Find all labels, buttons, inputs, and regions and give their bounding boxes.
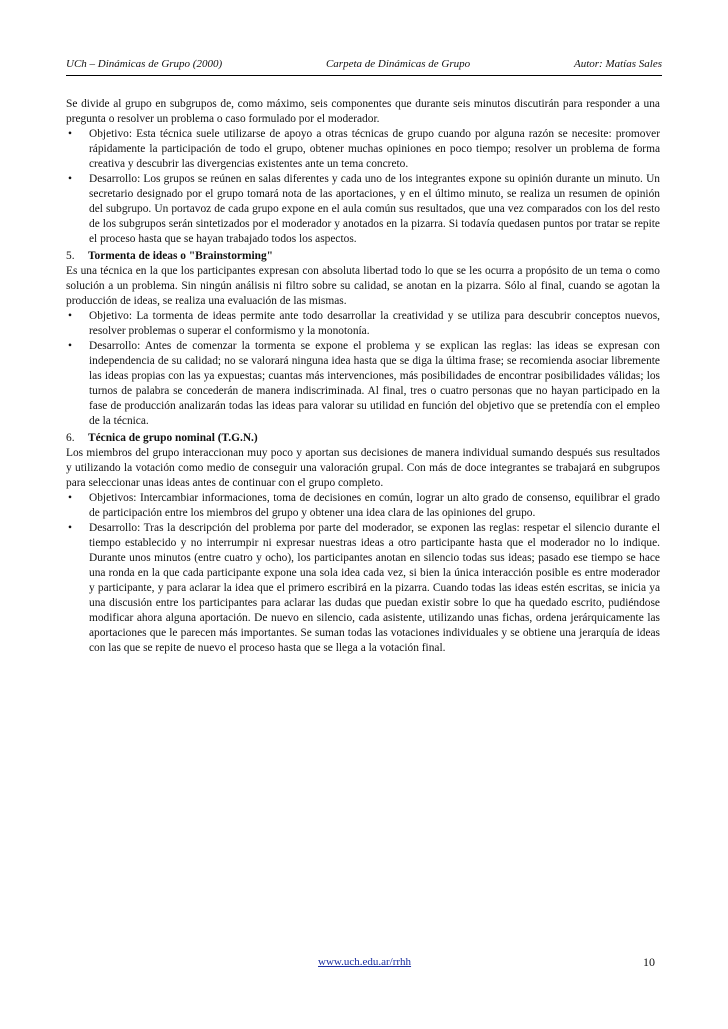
section-5-bullet-list (66, 309, 660, 429)
list-item: • Desarrollo: Tras la descripción del problema por parte del moderador, se exponen las reglas: respetar el silencio durante el tiempo establecido y no interrumpir ni expresar nuestras ideas a otro participante hasta que el moderador no lo indique. Durante unos minutos (entre cuatro y ocho), los participantes anotan en silencio todas sus ideas; pasado ese tiempo se hace una ronda en la que cada participante expone una sola idea cada vez, si bien la única interacción posible es entre moderador y participante, y para aclarar la idea que el primero escribirá en la pizarra. Cuando todas las ideas estén escritas, se inicia ya una discusión entre los participantes para aclarar las dudas que puedan existir sobre lo que ha quedado escrito, pudiéndose modificar ahora alguna aportación. De nuevo en silencio, cada asistente, utilizando unas fichas, ordena jerárquicamente las aportaciones que le parecen más importantes. Se suman todas las votaciones individuales y se obtiene una jerarquía de ideas con las que se repite de nuevo el proceso hasta que se llega a la votación final. (66, 521, 660, 656)
list-item: • Objetivo: La tormenta de ideas permite ante todo desarrollar la creatividad y se utiliza para descubrir conceptos nuevos, resolver problemas o superar el conformismo y la monotonía. (66, 309, 660, 339)
intro-bullet-list (66, 127, 660, 247)
section-title: Técnica de grupo nominal (T.G.N.) (88, 432, 258, 444)
header-left-text: UCh – Dinámicas de Grupo (2000) (66, 58, 223, 70)
footer-website-link[interactable]: www.uch.edu.ar/rrhh (318, 956, 412, 968)
section-title: Tormenta de ideas o "Brainstorming" (88, 250, 273, 262)
list-item: • Desarrollo: Los grupos se reúnen en salas diferentes y cada uno de los integrantes expone su opinión durante un minuto. Un secretario designado por el grupo tomará nota de las aportaciones, y en el último minuto, se realiza un resumen de opinión del subgrupo. Un portavoz de cada grupo expone en el aula común sus resultados, que una vez comparados con los del resto de los subgrupos serán sintetizados por el moderador y anotados en la pizarra. Si todavía quedasen puntos por tratar se repite el proceso hasta que se hayan trabajado todos los aspectos. (66, 172, 660, 247)
list-item: • Desarrollo: Antes de comenzar la tormenta se expone el problema y se explican las reglas: las ideas se expresan con independencia de su calidad; no se valorará ninguna idea hasta que se diga la última frase; se recomienda asociar libremente las ideas propias con las ya expuestas; cuantas más intervenciones, más posibilidades de encontrar posibilidades válidas; los turnos de palabra se concederán de manera indiscriminada. Al final, tres o cuatro personas que no hayan participado en la fase de producción analizarán todas las ideas para valorar su utilidad en función del objetivo que se pretendía con el empleo de la técnica. (66, 339, 660, 429)
list-item: • Objetivos: Intercambiar informaciones, toma de decisiones en común, lograr un alto grado de consenso, equilibrar el grado de participación entre los miembros del grupo y obtener una idea clara de las opiniones del grupo. (66, 491, 660, 521)
section-number: 5. (66, 250, 75, 262)
intro-paragraph: Se divide al grupo en subgrupos de, como máximo, seis componentes que durante seis minutos discutirán para responder a una pregunta o resolver un problema o caso formulado por el moderador. (66, 98, 660, 125)
header-right-text: Autor: Matías Sales (573, 58, 662, 70)
section-6-heading (66, 431, 660, 446)
header-center-text: Carpeta de Dinámicas de Grupo (325, 58, 471, 70)
section-6-bullet-list (66, 491, 660, 656)
section-5-paragraph: Es una técnica en la que los participantes expresan con absoluta libertad todo lo que se les ocurra a propósito de un tema o como solución a un problema. Sin ningún análisis ni filtro sobre su calidad, se anotan en la pizarra. Sólo al final, cuando se agotan la producción de ideas, se realiza una evaluación de las mismas. (66, 265, 660, 307)
header-divider (66, 75, 662, 76)
page-header (66, 58, 662, 70)
list-item: • Objetivo: Esta técnica suele utilizarse de apoyo a otras técnicas de grupo cuando por alguna razón se necesite: promover rápidamente la participación de todo el grupo, obtener muchas opiniones en poco tiempo; resolver un problema de forma creativa y descubrir las divergencias existentes ante un tema concreto. (66, 127, 660, 172)
section-6-paragraph: Los miembros del grupo interaccionan muy poco y aportan sus decisiones de manera individual sumando después sus resultados y utilizando la votación como medio de conseguir una valoración grupal. Con más de doce integrantes se trabajará en subgrupos para seleccionar unas ideas antes de continuar con el grupo completo. (66, 447, 660, 489)
document-body (66, 97, 660, 656)
section-5-heading (66, 249, 660, 264)
page-number: 10 (643, 955, 655, 969)
section-number: 6. (66, 432, 75, 444)
